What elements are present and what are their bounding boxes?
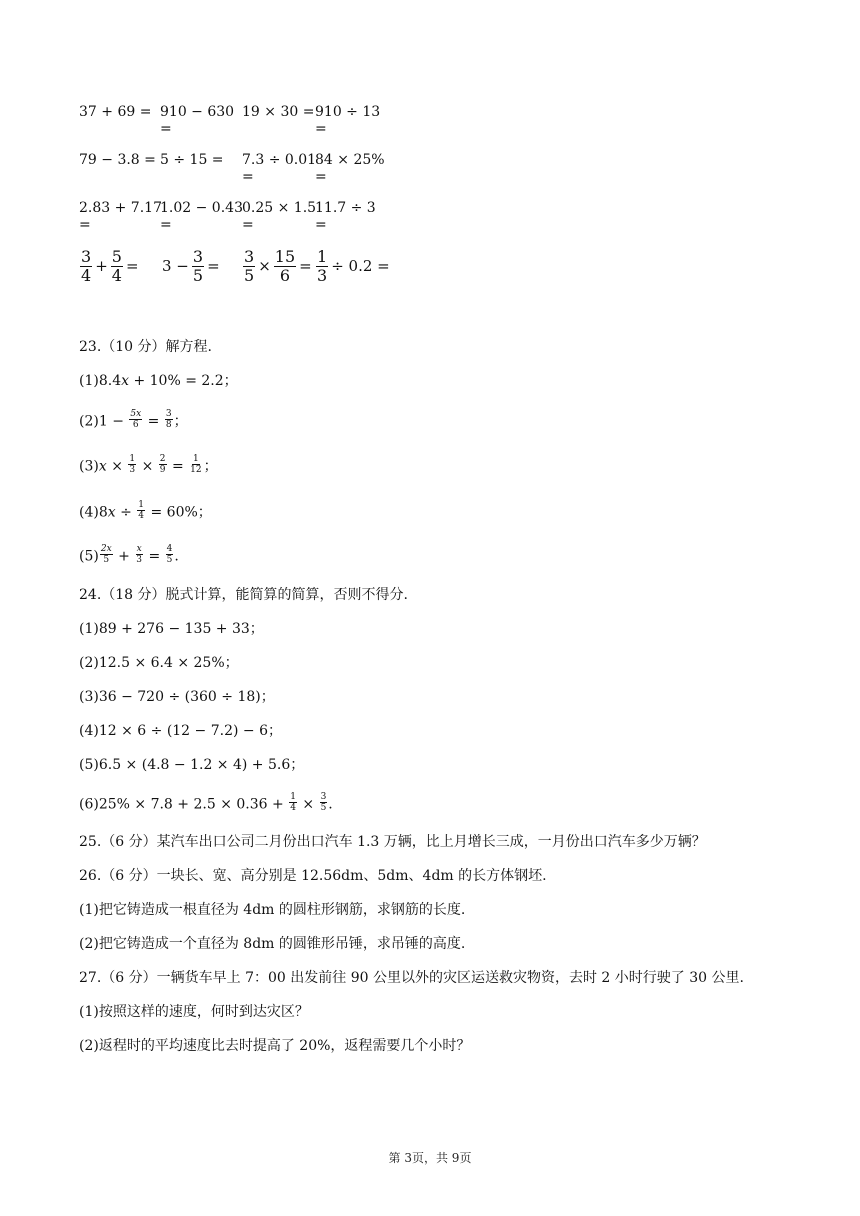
- calc-item: 910 ÷ 13 =: [315, 104, 381, 137]
- expression-5: (5)6.5 × (4.8 − 1.2 × 4) + 5.6；: [79, 757, 305, 773]
- calc-row: [79, 104, 419, 152]
- question-title: 26.（6 分）一块长、宽、高分别是 12.56dm、5dm、4dm 的长方体钢坯.: [79, 868, 547, 884]
- equation-4: (4)8x ÷ $\frac{1}{4}$ = 60%；: [79, 500, 212, 521]
- calc-row: [79, 200, 419, 248]
- calc-item: 910 − 630 =: [160, 104, 235, 137]
- page-number: 第 3页，共 9页: [388, 1151, 472, 1165]
- calc-item: 11.7 ÷ 3 =: [315, 200, 376, 233]
- subquestion-1: (1)按照这样的速度，何时到达灾区？: [79, 1004, 309, 1020]
- expression-6: (6)25% × 7.8 + 2.5 × 0.36 + $\frac{1}{4}$ × $\frac{3}{5}$ .: [79, 792, 333, 813]
- expression-4: (4)12 × 6 ÷ (12 − 7.2) − 6；: [79, 723, 282, 739]
- calc-item: 0.25 × 1.5 =: [242, 200, 317, 233]
- calc-item: 7.3 ÷ 0.01 =: [242, 152, 317, 185]
- calc-item: 79 − 3.8 =: [79, 152, 156, 168]
- expression-2: (2)12.5 × 6.4 × 25%；: [79, 655, 239, 671]
- calc-row: [79, 152, 419, 200]
- question-title: 27.（6 分）一辆货车早上 7：00 出发前往 90 公里以外的灾区运送救灾物资，去时 2 小时行驶了 30 公里.: [79, 970, 744, 986]
- question-title: 24.（18 分）脱式计算，能简算的简算，否则不得分.: [79, 587, 408, 603]
- calc-item: 37 + 69 =: [79, 104, 152, 120]
- question-title: 23.（10 分）解方程.: [79, 339, 212, 355]
- subquestion-2: (2)返程时的平均速度比去时提高了 20%，返程需要几个小时？: [79, 1038, 471, 1054]
- calc-item: 5 ÷ 15 =: [160, 152, 224, 168]
- subquestion-2: (2)把它铸造成一个直径为 8dm 的圆锥形吊锤，求吊锤的高度.: [79, 936, 466, 952]
- calc-item: 3 − $\frac{3}{5}$ =: [162, 247, 220, 285]
- expression-1: (1)89 + 276 − 135 + 33；: [79, 621, 264, 637]
- calc-item: 2.83 + 7.17 =: [79, 200, 162, 233]
- equation-2: (2)1 − $\frac{5x}{6}$ = $\frac{3}{8}$ ；: [79, 409, 188, 430]
- subquestion-1: (1)把它铸造成一根直径为 4dm 的圆柱形钢筋，求钢筋的长度.: [79, 902, 466, 918]
- calc-item: 3 4 + $\frac{5}{4}$ =: [81, 247, 139, 285]
- calc-item: 1.02 − 0.43 =: [160, 200, 243, 233]
- oral-calculation-grid: [79, 104, 419, 298]
- equation-1: (1)8.4x + 10% = 2.2；: [79, 373, 238, 389]
- calc-item: $\frac{3}{5}$ × $\frac{15}{6}$ =: [244, 247, 312, 285]
- calc-item: $\frac{1}{3}$ ÷ 0.2 =: [317, 247, 390, 285]
- question-25: 25.（6 分）某汽车出口公司二月份出口汽车 1.3 万辆，比上月增长三成，一月份出口汽车多少万辆？: [79, 834, 706, 850]
- expression-3: (3)36 − 720 ÷ (360 ÷ 18)；: [79, 689, 275, 705]
- calc-row-fractions: [79, 248, 419, 298]
- calc-item: 19 × 30 =: [242, 104, 315, 120]
- equation-5: (5) $\frac{2x}{5}$ + $\frac{x}{3}$ = $\frac{4}{5}$ .: [79, 544, 179, 565]
- calc-item: 84 × 25% =: [315, 152, 385, 185]
- equation-3: (3)x × $\frac{1}{3}$ × $\frac{2}{9}$ = $\frac{1}{12}$ ；: [79, 454, 218, 475]
